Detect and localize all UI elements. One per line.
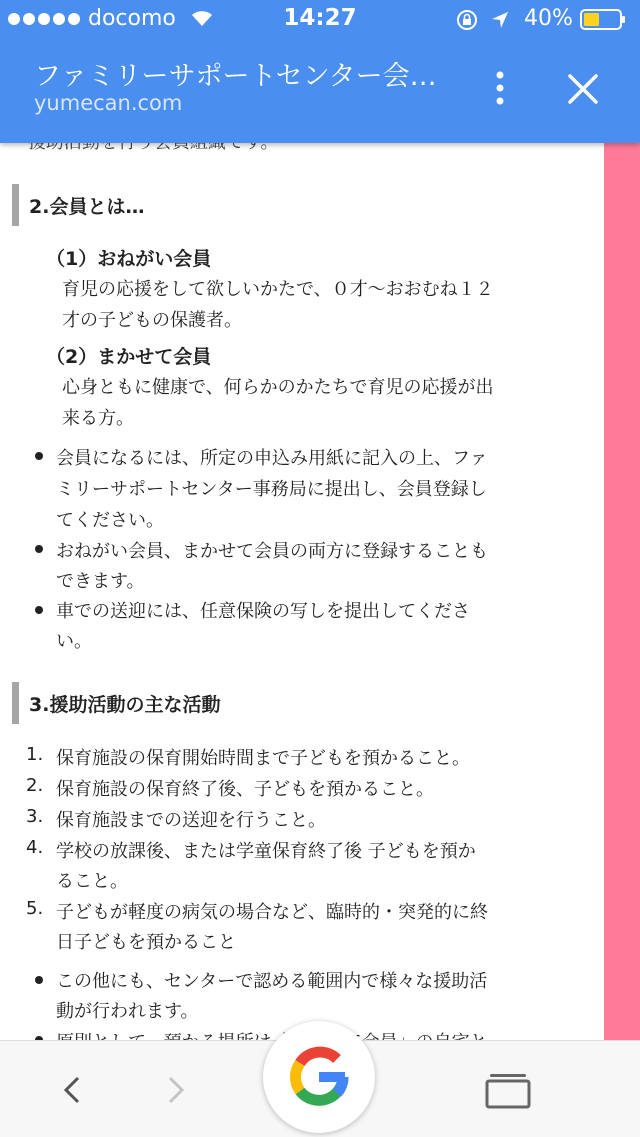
location-icon — [490, 10, 510, 30]
bottom-toolbar — [0, 1040, 640, 1137]
member-type-request: （1）おねがい会員 — [46, 248, 212, 270]
bullet-dot — [35, 976, 43, 984]
tabs-icon[interactable] — [484, 1073, 532, 1109]
list-item: 日子どもを預かること — [56, 932, 236, 953]
list-item: 子どもが軽度の病気の場合など、臨時的・突発的に終 — [56, 902, 488, 923]
section-heading-members: 2.会員とは… — [12, 184, 19, 226]
list-item: ミリーサポートセンター事務局に提出し、会員登録し — [56, 479, 487, 500]
member-provide-desc: 来る方。 — [62, 408, 134, 429]
list-number: 5. — [26, 898, 44, 919]
list-item: 保育施設までの送迎を行うこと。 — [56, 810, 326, 831]
list-item: ること。 — [56, 871, 128, 892]
list-item: おねがい会員、まかせて会員の両方に登録することも — [56, 541, 488, 562]
bullet-dot — [35, 606, 43, 614]
page-title: ファミリーサポートセンター会… — [34, 61, 437, 92]
list-item: この他にも、センターで認める範囲内で様々な援助活 — [56, 971, 488, 992]
section-heading-activities: 3.援助活動の主な活動 — [12, 682, 19, 724]
bullet-dot — [35, 545, 43, 553]
list-item: 保育施設の保育開始時間まで子どもを預かること。 — [56, 748, 470, 769]
list-number: 4. — [26, 837, 44, 858]
carrier-name: docomo — [88, 6, 176, 31]
forward-icon[interactable] — [160, 1075, 190, 1105]
list-number: 2. — [26, 775, 44, 796]
back-icon[interactable] — [58, 1075, 88, 1105]
battery-icon — [580, 9, 626, 30]
page-scrollbar[interactable] — [604, 143, 640, 1043]
list-item: できます。 — [56, 571, 145, 592]
google-search-button[interactable] — [263, 1021, 375, 1133]
list-item: い。 — [56, 631, 92, 652]
browser-header — [0, 0, 640, 143]
member-request-desc: 育児の応援をして欲しいかたで、０才〜おおむね１２ — [62, 279, 494, 300]
bullet-dot — [35, 452, 43, 460]
list-item: 車での送迎には、任意保険の写しを提出してくださ — [56, 601, 470, 622]
rotation-lock-icon — [456, 9, 478, 31]
status-bar — [0, 0, 640, 40]
close-icon[interactable] — [566, 72, 600, 106]
list-item: 学校の放課後、または学童保育終了後 子どもを預か — [56, 841, 476, 862]
member-provide-desc: 心身ともに健康で、何らかのかたちで育児の応援が出 — [62, 377, 494, 398]
member-type-provide: （2）まかせて会員 — [46, 346, 212, 368]
list-item: 会員になるには、所定の申込み用紙に記入の上、ファ — [56, 448, 488, 469]
list-item: 保育施設の保育終了後、子どもを預かること。 — [56, 779, 434, 800]
status-time: 14:27 — [283, 5, 357, 31]
list-number: 3. — [26, 806, 44, 827]
page-domain: yumecan.com — [34, 91, 183, 115]
list-item: 動が行われます。 — [56, 1001, 199, 1022]
more-vert-icon[interactable] — [488, 68, 512, 108]
member-request-desc: 才の子どもの保護者。 — [62, 310, 242, 331]
list-item: てください。 — [56, 510, 164, 531]
list-number: 1. — [26, 744, 44, 765]
google-logo-icon — [287, 1045, 351, 1109]
battery-percent: 40% — [524, 6, 573, 31]
